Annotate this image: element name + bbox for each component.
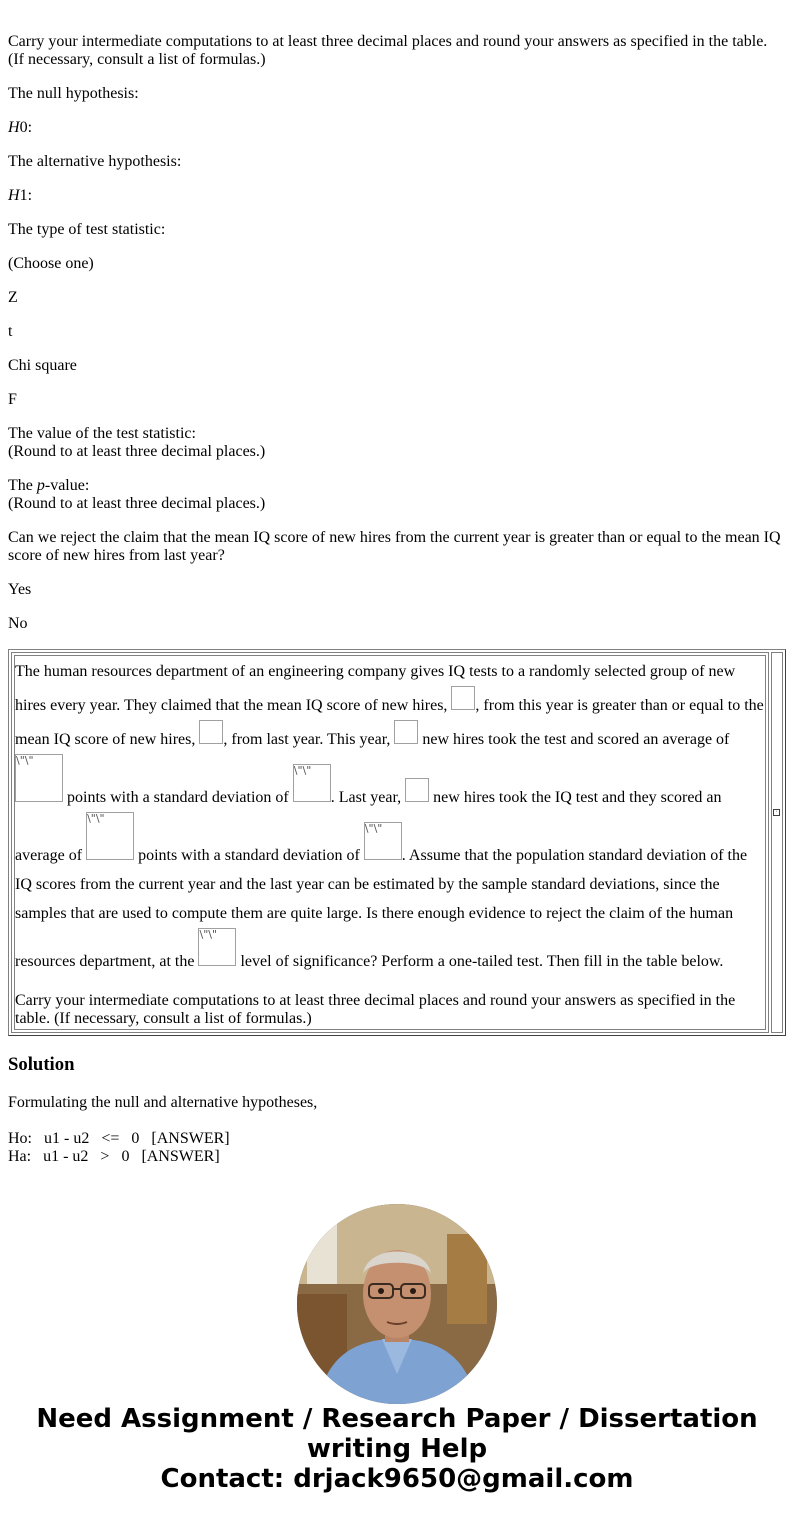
n1-image	[394, 720, 418, 744]
test-statistic-label: The value of the test statistic: (Round to at least three decimal places.)	[8, 425, 266, 460]
ho-line: Ho: u1 - u2 <= 0 [ANSWER]	[8, 1130, 230, 1147]
mu1-image	[451, 686, 475, 710]
expand-icon[interactable]: ·	[773, 809, 780, 816]
p-value-label: The p-value: (Round to at least three decimal places.)	[8, 477, 266, 512]
problem-text: The human resources department of an engineering company gives IQ tests to a randomly selected group of new hires every year. They claimed that the mean IQ score of new hires, , from this year is greater than or equal to the mean IQ score of new hires, , from last year. This year, new hires took the test and scored an average of \"\" points with a standard deviation of \"\". Last year, new hires took the IQ test and they scored an average of \"\" points with a standard deviation of \"\". Assume that the population standard deviation of the IQ scores from the current year and the last year can be estimated by the sample standard deviations, since the samples that are used to compute them are quite large. Is there enough evidence to reject the claim of the human resources department, at the \"\" level of significance? Perform a one-tailed test. Then fill in the table below. Carry your intermediate computations to at least three decimal places and round your answers as specified in the table. (If necessary, consult a list of formulas.)	[14, 655, 766, 1030]
footer-contact-email[interactable]: Contact: drjack9650@gmail.com	[160, 1464, 634, 1494]
alt-hypothesis-label: The alternative hypothesis:	[8, 153, 182, 170]
problem-closing: Carry your intermediate computations to at least three decimal places and round your answers as specified in the table. (If necessary, consult a list of formulas.)	[15, 992, 736, 1027]
option-chi-square[interactable]: Chi square	[8, 357, 77, 374]
avatar-portrait	[297, 1204, 497, 1404]
table-side-cell	[771, 652, 783, 1033]
option-t[interactable]: t	[8, 323, 13, 340]
sd2-image: \"\"	[364, 822, 402, 860]
answer-no[interactable]: No	[8, 615, 28, 632]
n2-image	[405, 778, 429, 802]
null-hypothesis-label: The null hypothesis:	[8, 85, 139, 102]
choose-one-label: (Choose one)	[8, 255, 94, 272]
solution-heading: Solution	[8, 1054, 75, 1075]
mu2-image	[199, 720, 223, 744]
mean1-image: \"\"	[15, 754, 63, 802]
sd1-image: \"\"	[293, 764, 331, 802]
problem-cell	[11, 652, 769, 1033]
answer-yes[interactable]: Yes	[8, 581, 32, 598]
author-avatar	[297, 1204, 497, 1404]
option-z[interactable]: Z	[8, 289, 18, 306]
h1-row: H1:	[8, 187, 33, 204]
h0-row: H0:	[8, 119, 33, 136]
intro-instructions: Carry your intermediate computations to at least three decimal places and round your answers as specified in the table. (If necessary, consult a list of formulas.)	[8, 33, 768, 68]
problem-table	[8, 649, 786, 1036]
test-type-label: The type of test statistic:	[8, 221, 166, 238]
mean2-image: \"\"	[86, 812, 134, 860]
option-f[interactable]: F	[8, 391, 17, 408]
author-avatar-wrap	[8, 1204, 786, 1404]
solution-intro: Formulating the null and alternative hypotheses,	[8, 1094, 318, 1111]
alpha-image: \"\"	[198, 928, 236, 966]
footer-line-1: Need Assignment / Research Paper / Dissertation	[36, 1404, 758, 1434]
footer-line-2: writing Help	[306, 1434, 488, 1464]
footer-contact	[0, 1404, 794, 1494]
ha-line: Ha: u1 - u2 > 0 [ANSWER]	[8, 1148, 220, 1165]
reject-question: Can we reject the claim that the mean IQ score of new hires from the current year is greater than or equal to the mean IQ score of new hires from last year?	[8, 529, 781, 564]
